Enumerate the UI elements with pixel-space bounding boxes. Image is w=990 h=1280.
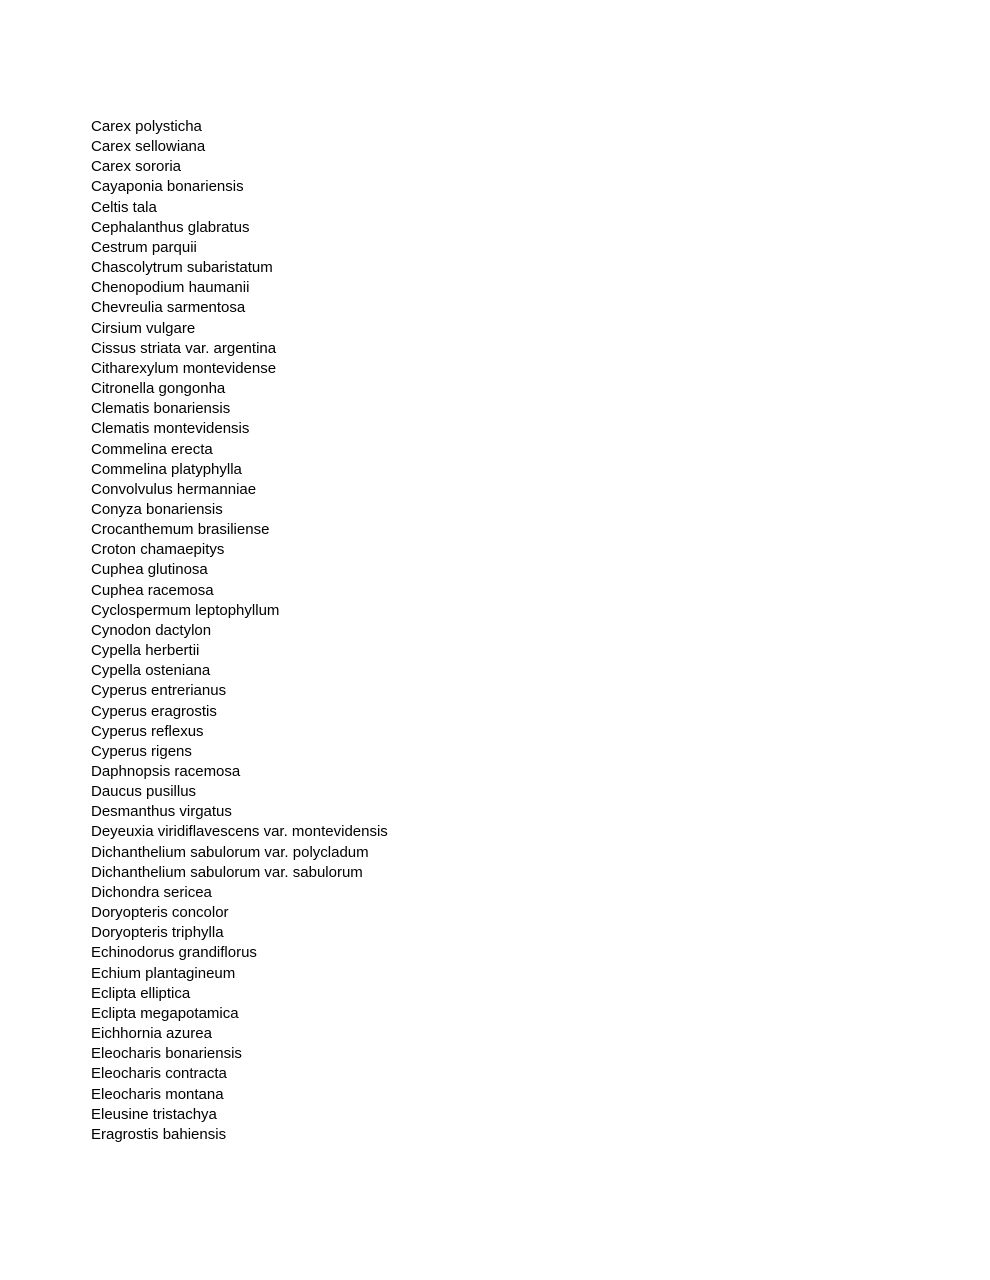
list-item: Cypella herbertii [91, 642, 200, 660]
list-item: Eichhornia azurea [91, 1025, 212, 1043]
list-item: Eclipta elliptica [91, 984, 191, 1002]
list-item: Dichondra sericea [91, 883, 212, 901]
list-item: Cephalanthus glabratus [91, 218, 250, 236]
list-item: Carex sellowiana [91, 138, 206, 156]
list-item: Cestrum parquii [91, 238, 197, 256]
list-item: Eclipta megapotamica [91, 1004, 239, 1022]
list-item: Dichanthelium sabulorum var. polycladum [91, 843, 369, 861]
list-item: Cissus striata var. argentina [91, 339, 277, 357]
species-list [91, 117, 388, 1145]
list-item: Cypella osteniana [91, 662, 211, 680]
list-item: Cynodon dactylon [91, 621, 212, 639]
list-item: Cyperus reflexus [91, 722, 204, 740]
list-item: Clematis bonariensis [91, 400, 231, 418]
list-item: Chascolytrum subaristatum [91, 259, 273, 277]
list-item: Deyeuxia viridiflavescens var. montevidensis [91, 823, 388, 841]
list-item: Dichanthelium sabulorum var. sabulorum [91, 863, 363, 881]
list-item: Eleusine tristachya [91, 1105, 217, 1123]
list-item: Crocanthemum brasiliense [91, 521, 270, 539]
list-item: Echinodorus grandiflorus [91, 944, 257, 962]
list-item: Cuphea glutinosa [91, 561, 208, 579]
list-item: Echium plantagineum [91, 964, 236, 982]
list-item: Clematis montevidensis [91, 420, 250, 438]
list-item: Eragrostis bahiensis [91, 1125, 227, 1143]
list-item: Carex polysticha [91, 118, 202, 135]
list-item: Cyperus rigens [91, 742, 192, 760]
list-item: Carex sororia [91, 158, 182, 176]
list-item: Doryopteris triphylla [91, 924, 224, 942]
list-item: Cayaponia bonariensis [91, 178, 244, 196]
list-item: Desmanthus virgatus [91, 803, 232, 821]
list-item: Cyperus entrerianus [91, 682, 227, 700]
list-item: Commelina platyphylla [91, 460, 242, 478]
list-item: Cyperus eragrostis [91, 702, 217, 720]
list-item: Celtis tala [91, 198, 157, 216]
list-item: Convolvulus hermanniae [91, 480, 257, 498]
list-item: Chevreulia sarmentosa [91, 299, 246, 317]
list-item: Eleocharis bonariensis [91, 1045, 242, 1063]
list-item: Cuphea racemosa [91, 581, 214, 599]
list-item: Daucus pusillus [91, 783, 197, 801]
list-item: Cyclospermum leptophyllum [91, 601, 280, 619]
list-item: Citronella gongonha [91, 380, 226, 398]
list-item: Daphnopsis racemosa [91, 763, 241, 780]
list-item: Doryopteris concolor [91, 904, 229, 922]
list-item: Eleocharis contracta [91, 1065, 227, 1083]
list-item: Eleocharis montana [91, 1085, 224, 1103]
list-item: Commelina erecta [91, 440, 213, 458]
list-item: Conyza bonariensis [91, 500, 223, 518]
list-item: Croton chamaepitys [91, 541, 225, 559]
list-item: Citharexylum montevidense [91, 359, 277, 377]
list-item: Chenopodium haumanii [91, 279, 250, 297]
list-item: Cirsium vulgare [91, 319, 196, 337]
